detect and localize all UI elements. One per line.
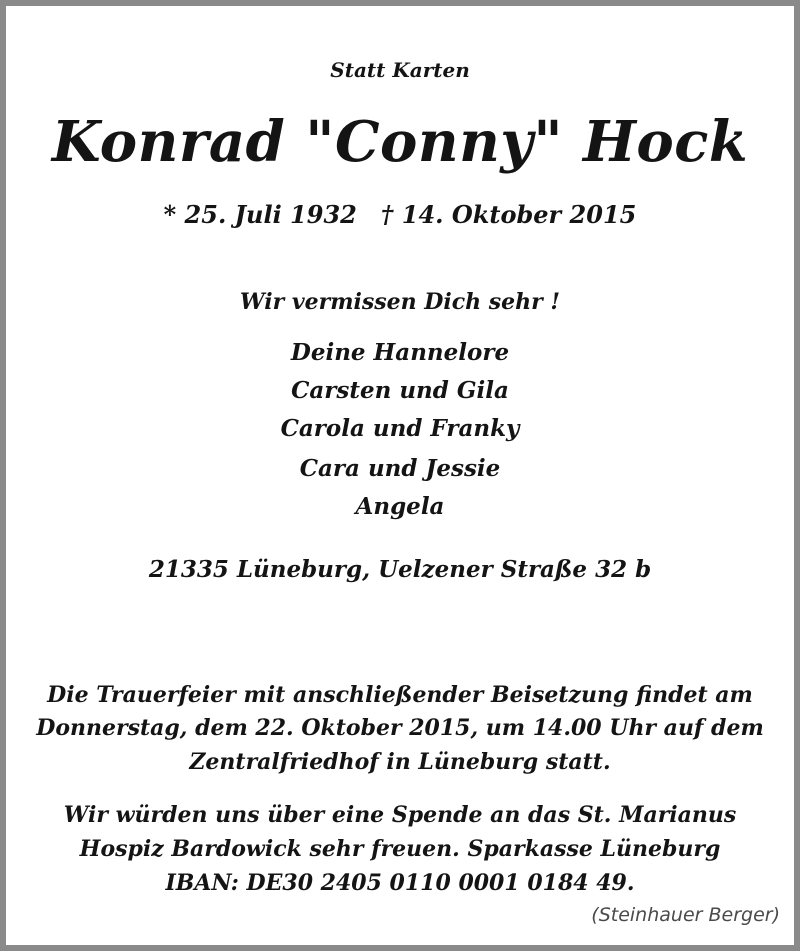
missing-text: Wir vermissen Dich sehr !: [239, 289, 561, 315]
donation-line: Wir würden uns über eine Spende an das St. Marianus: [63, 802, 737, 828]
mourner-name: Cara und Jessie: [299, 455, 501, 482]
mourner-name: Angela: [355, 493, 445, 520]
donation-line: Hospiz Bardowick sehr freuen. Sparkasse Lüneburg: [79, 836, 721, 862]
mourner-name: Deine Hannelore: [290, 339, 510, 366]
donation-line: IBAN: DE30 2405 0110 0001 0184 49.: [165, 870, 635, 896]
ceremony-line: Donnerstag, dem 22. Oktober 2015, um 14.00 Uhr auf dem: [36, 715, 764, 741]
ceremony-line: Die Trauerfeier mit anschließender Beisetzung findet am: [47, 682, 753, 708]
deceased-name: Konrad "Conny" Hock: [51, 109, 749, 175]
ceremony-line: Zentralfriedhof in Lüneburg statt.: [189, 749, 611, 775]
mourner-name: Carola und Franky: [280, 415, 520, 442]
life-dates: [6, 200, 794, 229]
birth-date: * 25. Juli 1932: [163, 200, 357, 229]
death-date: † 14. Oktober 2015: [380, 200, 637, 229]
undertaker-signature: (Steinhauer Berger): [591, 904, 780, 926]
mourner-name: Carsten und Gila: [291, 377, 509, 404]
preheader: Statt Karten: [330, 58, 470, 82]
family-address: 21335 Lüneburg, Uelzener Straße 32 b: [148, 556, 652, 583]
